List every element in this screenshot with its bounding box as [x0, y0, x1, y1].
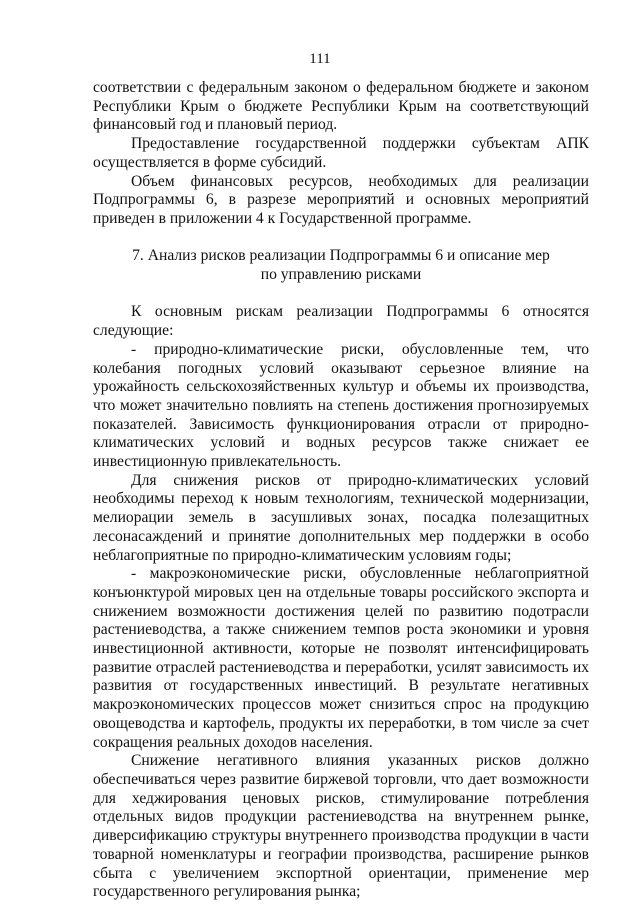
- section-heading-line-1: 7. Анализ рисков реализации Подпрограммы 6 и описание мер: [132, 247, 550, 265]
- paragraph-continuation: соответствии с федеральным законом о федеральном бюджете и законом Республики Крым о бюджете Республики Крым на соответствующий финансовый год и плановый период.: [93, 79, 589, 134]
- document-body: [93, 79, 589, 902]
- spacer: [93, 229, 589, 248]
- section-heading: [93, 247, 589, 284]
- paragraph-climate-mitigation: Для снижения рисков от природно-климатических условий необходимы переход к новым технологиям, технической модернизации, мелиорации земель в засушливых зонах, посадка полезащитных лесонасаждений и принятие дополнительных мер поддержки в особо неблагоприятные по природно-климатическим условиям годы;: [93, 471, 589, 564]
- paragraph-financial-resources: Объем финансовых ресурсов, необходимых для реализации Подпрограммы 6, в разрезе мероприятий и основных мероприятий приведен в приложении 4 к Государственной программе.: [93, 172, 589, 227]
- paragraph-main-risks: К основным рискам реализации Подпрограммы 6 относятся следующие:: [93, 303, 589, 340]
- paragraph-subsidy-form: Предоставление государственной поддержки субъектам АПК осуществляется в форме субсидий.: [93, 135, 589, 171]
- paragraph-macro-mitigation: Снижение негативного влияния указанных рисков должно обеспечиваться через развитие биржевой торговли, что дает возможности для хеджирования ценовых рисков, стимулирование потребления отдельных видов продукции растениеводства на внутреннем рынке, диверсификацию структуры внутреннего производства продукции в части товарной номенклатуры и географии производства, расширение рынков сбыта с увеличением экспортной ориентации, применение мер государственного регулирования рынка;: [93, 752, 589, 901]
- page-number: 111: [309, 51, 331, 67]
- paragraph-climate-risks: - природно-климатические риски, обусловленные тем, что колебания погодных условий оказывают серьезное влияние на урожайность сельскохозяйственных культур и объемы их производства, что может значительно повлиять на степень достижения прогнозируемых показателей. Зависимость функционирования отрасли от природно-климатических условий и водных ресурсов также снижает ее инвестиционную привлекательность.: [93, 340, 589, 471]
- section-heading-line-2: по управлению рисками: [260, 266, 422, 284]
- spacer: [93, 285, 589, 304]
- paragraph-macroeconomic-risks: - макроэкономические риски, обусловленные неблагоприятной конъюнктурой мировых цен на отдельные товары российского экспорта и снижением возможности достижения целей по развитию подотрасли растениеводства, а также снижением темпов роста экономики и уровня инвестиционной активности, которые не позволят интенсифицировать развитие отраслей растениеводства и переработки, усилят зависимость их развития от государственных инвестиций. В результате негативных макроэкономических процессов может снизиться спрос на продукцию овощеводства и картофель, продукты их переработки, в том числе за счет сокращения реальных доходов населения.: [93, 565, 589, 751]
